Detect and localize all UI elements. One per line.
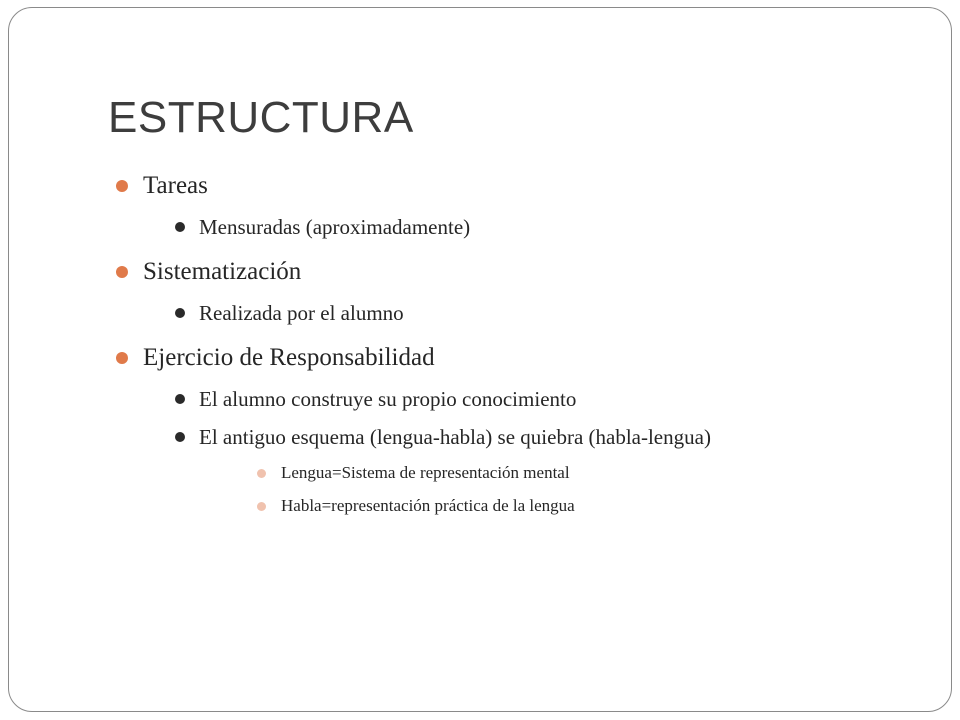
sub-bullet	[143, 422, 936, 518]
black-dot-icon	[175, 394, 185, 404]
black-dot-icon	[175, 432, 185, 442]
bullet-list	[116, 168, 936, 518]
sub-sub-bullet	[199, 461, 936, 485]
orange-dot-icon	[116, 266, 128, 278]
pale-orange-dot-icon	[257, 502, 266, 511]
orange-dot-icon	[116, 180, 128, 192]
orange-dot-icon	[116, 352, 128, 364]
sub-sub-bullet	[199, 494, 936, 518]
slide-content	[116, 168, 936, 518]
sub-bullet	[143, 384, 936, 414]
sub-list	[143, 384, 936, 518]
sub-list	[143, 298, 936, 328]
sub-bullet-text: Mensuradas (aproximadamente)	[199, 215, 471, 239]
pale-orange-dot-icon	[257, 469, 266, 478]
sub-sub-bullet-text: Lengua=Sistema de representación mental	[281, 463, 570, 482]
slide-title: ESTRUCTURA	[108, 93, 414, 142]
black-dot-icon	[175, 308, 185, 318]
bullet-text: Ejercicio de Responsabilidad	[143, 344, 435, 371]
sub-bullet	[143, 212, 936, 242]
bullet-ejercicio	[116, 340, 936, 518]
black-dot-icon	[175, 222, 185, 232]
sub-bullet-text: El antiguo esquema (lengua-habla) se quiebra (habla-lengua)	[199, 425, 711, 449]
sub-bullet-text: El alumno construye su propio conocimiento	[199, 387, 577, 411]
sub-bullet-text: Realizada por el alumno	[199, 301, 404, 325]
slide	[8, 7, 952, 712]
bullet-tareas	[116, 168, 936, 242]
bullet-text: Sistematización	[143, 258, 302, 285]
sub-sub-list	[199, 461, 936, 518]
sub-bullet	[143, 298, 936, 328]
bullet-sistematizacion	[116, 254, 936, 328]
sub-list	[143, 212, 936, 242]
sub-sub-bullet-text: Habla=representación práctica de la lengua	[281, 496, 575, 515]
bullet-text: Tareas	[143, 172, 208, 199]
